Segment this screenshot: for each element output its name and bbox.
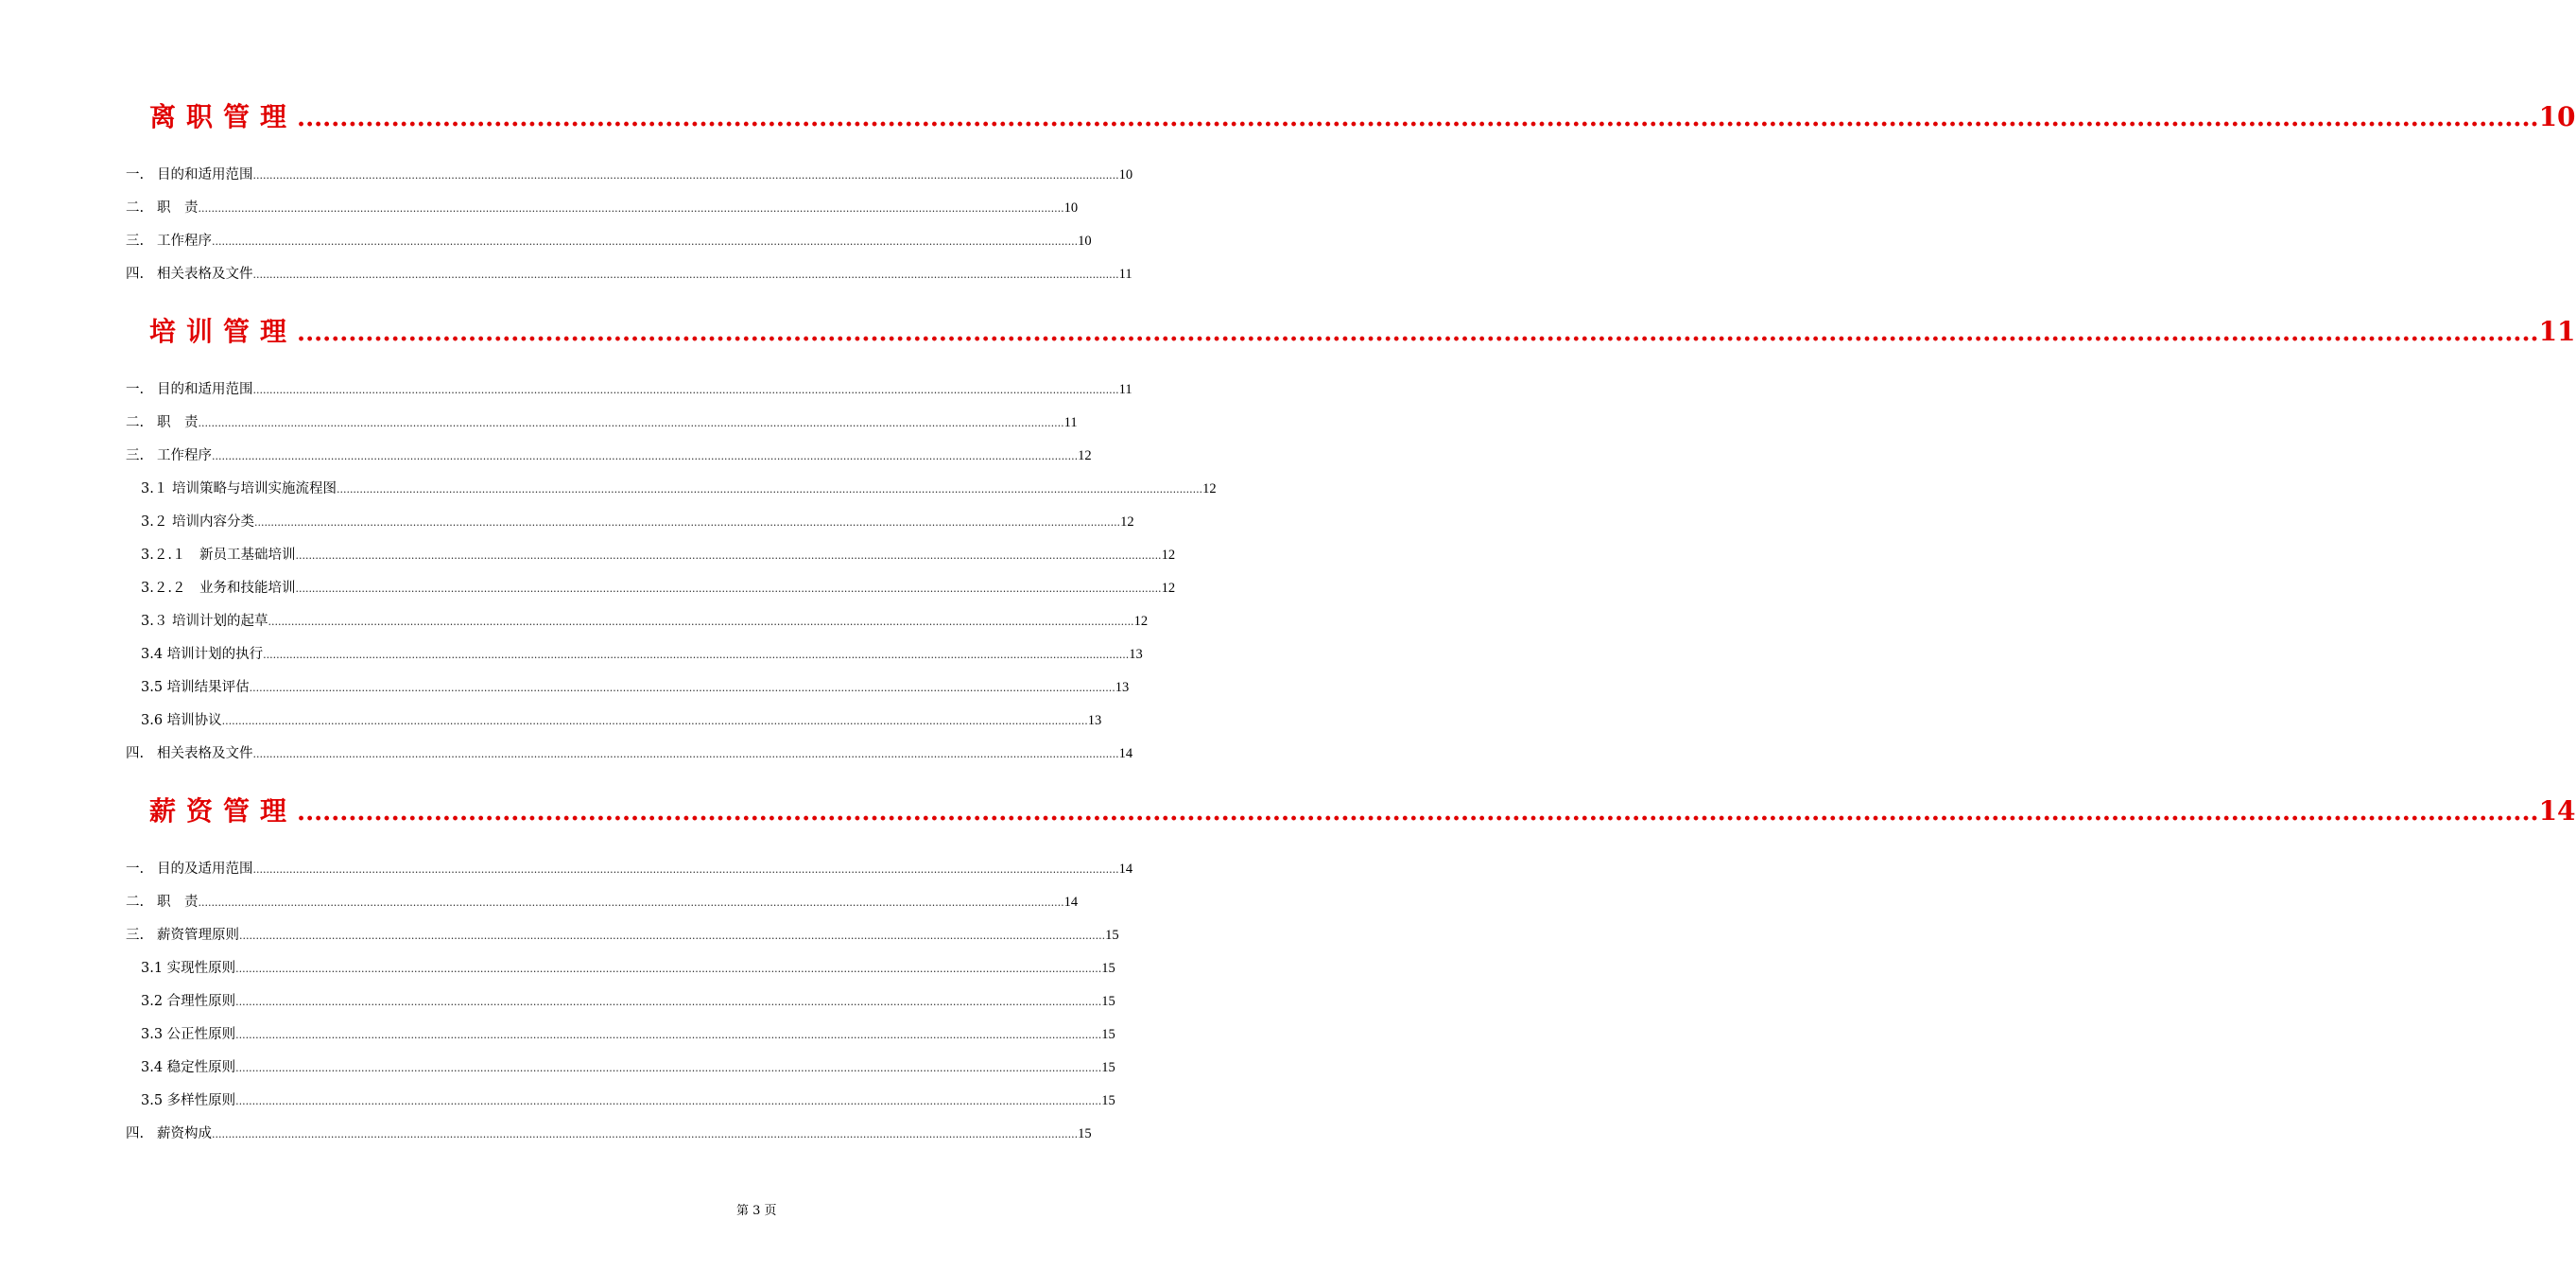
toc-entry-label: 目的和适用范围 [157, 167, 253, 183]
toc-entry-number: 一. [126, 167, 145, 183]
toc-page-number: 12 [1161, 581, 1176, 596]
toc-leader-dots: ...................................................................................................................................................................................................................................................................... [212, 1128, 1079, 1140]
toc-entry-number: 二. [126, 895, 145, 910]
toc-leader-dots: ...................................................................................................................................................................................................................................................................... [252, 169, 1119, 182]
toc-leader-dots: ...................................................................................................................................................................................................................................................................... [198, 417, 1064, 429]
toc-entry-number: 四. [126, 746, 145, 761]
toc-entry-label: 职 责 [157, 415, 199, 430]
page-footer-number: 第 3 页 [736, 1204, 777, 1218]
toc-entry[interactable] [126, 891, 1079, 912]
toc-page-number: 14 [1118, 746, 1133, 761]
toc-leader-dots: ...................................................................................................................................................................................................................................................................... [198, 897, 1064, 909]
toc-leader-dots: ...................................................................................................................................................................................................................................................................... [198, 202, 1064, 215]
toc-subentry[interactable] [141, 643, 1143, 664]
toc-page-number: 15 [1101, 1093, 1115, 1108]
toc-subentry[interactable] [141, 478, 1217, 498]
toc-leader-dots: ...................................................................................................................................................................................................................................................................... [252, 863, 1119, 876]
toc-section-heading[interactable] [149, 311, 2576, 349]
toc-leader-dots: ...................................................................................................................................................................................................................................................................... [336, 483, 1203, 496]
toc-leader-dots: ...................................................................................................................................................................................................................................................................... [235, 963, 1102, 975]
toc-entry[interactable] [126, 444, 1092, 465]
toc-leader-dots: ...................................................................................................................................................................................................................................................................... [253, 516, 1121, 529]
toc-leader-dots: ...................................................................................................................................................................................................................................................................... [268, 616, 1134, 628]
toc-subentry[interactable] [141, 990, 1115, 1011]
toc-subentry-label: 3.5 多样性原则 [141, 1093, 236, 1108]
toc-subentry[interactable] [141, 676, 1130, 697]
toc-page-number: 15 [1101, 994, 1115, 1009]
toc-entry-label: 薪资构成 [157, 1126, 212, 1141]
toc-entry[interactable] [126, 263, 1132, 284]
toc-page-number: 11 [1118, 382, 1132, 397]
toc-leader-dots: ...................................................................................................................................................................................................................................................................... [297, 319, 2539, 347]
toc-entry-label: 工作程序 [157, 234, 212, 249]
toc-page-number: 10 [2538, 101, 2576, 132]
toc-page-number: 11 [1063, 415, 1078, 430]
toc-entry-label: 目的和适用范围 [157, 382, 253, 397]
toc-subentry[interactable] [141, 1056, 1115, 1077]
toc-subentry[interactable] [141, 577, 1176, 598]
toc-subentry-label: 3.4 稳定性原则 [141, 1060, 236, 1075]
toc-entry[interactable] [126, 924, 1119, 945]
toc-leader-dots: ...................................................................................................................................................................................................................................................................... [221, 715, 1088, 727]
toc-leader-dots: ...................................................................................................................................................................................................................................................................... [295, 583, 1162, 595]
toc-leader-dots: ...................................................................................................................................................................................................................................................................... [212, 235, 1079, 248]
toc-entry-number: 一. [126, 382, 145, 397]
toc-page-number: 11 [2538, 316, 2576, 347]
toc-entry-number: 二. [126, 200, 145, 216]
toc-subentry-label: 3.３ 培训计划的起草 [141, 614, 268, 629]
toc-page-number: 12 [1078, 448, 1092, 463]
toc-leader-dots: ...................................................................................................................................................................................................................................................................... [249, 682, 1115, 694]
toc-page-number: 14 [1118, 862, 1133, 877]
toc-subentry-label: 3.２.１ 新员工基础培训 [141, 548, 296, 563]
toc-entry[interactable] [126, 858, 1133, 879]
toc-entry[interactable] [126, 742, 1133, 763]
toc-entry-number: 一. [126, 862, 145, 877]
toc-page-number: 15 [1105, 928, 1119, 943]
toc-page-number: 13 [1087, 713, 1102, 728]
toc-leader-dots: ...................................................................................................................................................................................................................................................................... [252, 269, 1119, 281]
toc-subentry[interactable] [141, 511, 1134, 531]
toc-subentry-label: 3.6 培训协议 [141, 713, 222, 728]
toc-entry-label: 职 责 [157, 200, 199, 216]
toc-section-title: 培训管理 [149, 316, 298, 347]
toc-leader-dots: ...................................................................................................................................................................................................................................................................... [297, 798, 2539, 827]
toc-page-number: 11 [1118, 267, 1132, 282]
toc-subentry-label: 3.１ 培训策略与培训实施流程图 [141, 481, 337, 496]
toc-subentry[interactable] [141, 1023, 1115, 1044]
toc-entry[interactable] [126, 1123, 1092, 1143]
toc-entry-label: 相关表格及文件 [157, 267, 253, 282]
toc-page-number: 10 [1078, 234, 1092, 249]
toc-page-number: 14 [1063, 895, 1079, 910]
toc-entry-number: 三. [126, 448, 145, 463]
toc-page-number: 12 [1133, 614, 1149, 629]
toc-page-number: 15 [1078, 1126, 1092, 1141]
toc-entry-number: 四. [126, 267, 145, 282]
toc-subentry-label: 3.2 合理性原则 [141, 994, 236, 1009]
toc-entry[interactable] [126, 197, 1079, 218]
toc-entry-label: 职 责 [157, 895, 199, 910]
toc-entry-label: 目的及适用范围 [157, 862, 253, 877]
toc-page-number: 12 [1161, 548, 1176, 563]
toc-leader-dots: ...................................................................................................................................................................................................................................................................... [295, 549, 1162, 562]
toc-leader-dots: ...................................................................................................................................................................................................................................................................... [239, 930, 1106, 942]
toc-section-title: 离职管理 [149, 101, 298, 132]
toc-section-heading[interactable] [149, 791, 2576, 828]
toc-page-number: 13 [1115, 680, 1130, 695]
toc-entry[interactable] [126, 164, 1133, 184]
toc-leader-dots: ...................................................................................................................................................................................................................................................................... [252, 384, 1119, 396]
toc-leader-dots: ...................................................................................................................................................................................................................................................................... [235, 1029, 1102, 1041]
toc-entry[interactable] [126, 230, 1092, 251]
toc-subentry-label: 3.1 实现性原则 [141, 961, 236, 976]
toc-subentry[interactable] [141, 610, 1149, 631]
toc-subentry[interactable] [141, 544, 1176, 565]
toc-leader-dots: ...................................................................................................................................................................................................................................................................... [235, 1062, 1102, 1074]
toc-subentry-label: 3.5 培训结果评估 [141, 680, 250, 695]
toc-leader-dots: ...................................................................................................................................................................................................................................................................... [212, 450, 1079, 462]
toc-section-title: 薪资管理 [149, 795, 298, 827]
toc-entry-number: 三. [126, 234, 145, 249]
toc-subentry-label: 3.２ 培训内容分类 [141, 514, 254, 530]
toc-leader-dots: ...................................................................................................................................................................................................................................................................... [297, 104, 2539, 132]
toc-page-number: 12 [1202, 481, 1217, 496]
toc-page-number: 15 [1101, 1060, 1115, 1075]
toc-page-number: 14 [2538, 795, 2576, 827]
toc-subentry-label: 3.3 公正性原则 [141, 1027, 236, 1042]
toc-entry-number: 二. [126, 415, 145, 430]
toc-leader-dots: ...................................................................................................................................................................................................................................................................... [252, 748, 1119, 760]
toc-subentry-label: 3.4 培训计划的执行 [141, 647, 264, 662]
toc-subentry-label: 3.２.２ 业务和技能培训 [141, 581, 296, 596]
toc-page-number: 13 [1129, 647, 1143, 662]
toc-entry-number: 三. [126, 928, 145, 943]
toc-leader-dots: ...................................................................................................................................................................................................................................................................... [235, 996, 1102, 1008]
toc-subentry[interactable] [141, 957, 1115, 978]
toc-subentry[interactable] [141, 709, 1102, 730]
toc-entry-label: 相关表格及文件 [157, 746, 253, 761]
toc-entry-number: 四. [126, 1126, 145, 1141]
toc-leader-dots: ...................................................................................................................................................................................................................................................................... [235, 1095, 1102, 1107]
toc-page-number: 15 [1101, 1027, 1115, 1042]
toc-leader-dots: ...................................................................................................................................................................................................................................................................... [263, 649, 1130, 661]
toc-entry[interactable] [126, 411, 1078, 432]
toc-subentry[interactable] [141, 1089, 1115, 1110]
toc-entry-label: 薪资管理原则 [157, 928, 239, 943]
toc-entry[interactable] [126, 378, 1132, 399]
toc-page-number: 10 [1063, 200, 1079, 216]
toc-section-heading[interactable] [149, 96, 2576, 134]
toc-page-number: 10 [1118, 167, 1133, 183]
toc-page-number: 15 [1101, 961, 1115, 976]
toc-entry-label: 工作程序 [157, 448, 212, 463]
toc-page-number: 12 [1120, 514, 1134, 530]
